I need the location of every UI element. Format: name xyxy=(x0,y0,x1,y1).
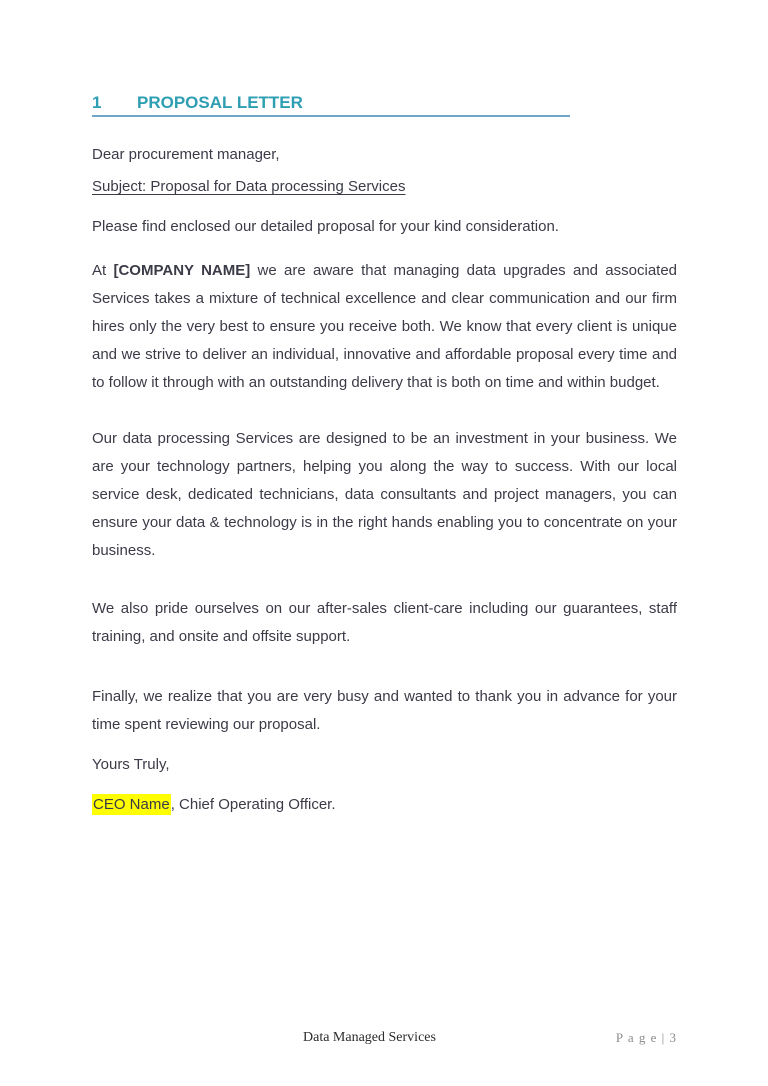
paragraph-company xyxy=(92,257,677,397)
section-title: PROPOSAL LETTER xyxy=(137,93,303,112)
paragraph-after-sales: We also pride ourselves on our after-sales client-care including our guarantees, staff training, and onsite and offsite support. xyxy=(92,600,677,645)
paragraph-company-prefix: At xyxy=(92,262,114,279)
subject-line: Subject: Proposal for Data processing Services xyxy=(92,178,406,195)
footer-document-title: Data Managed Services xyxy=(303,1030,436,1045)
footer-page-number: P a g e | 3 xyxy=(615,1030,677,1045)
signature-title: , Chief Operating Officer. xyxy=(170,796,336,813)
section-number: 1 xyxy=(92,93,102,112)
section-heading xyxy=(92,93,570,117)
letter-body xyxy=(92,93,677,819)
salutation-line: Dear procurement manager, xyxy=(92,146,280,163)
company-name-placeholder: [COMPANY NAME] xyxy=(113,262,251,279)
closing-line: Yours Truly, xyxy=(92,756,170,773)
paragraph-thanks: Finally, we realize that you are very busy and wanted to thank you in advance for your time spent reviewing our proposal. xyxy=(92,688,677,733)
page-footer xyxy=(0,1030,768,1052)
ceo-name-highlight: CEO Name xyxy=(93,796,170,813)
paragraph-company-rest: we are aware that managing data upgrades and associated Services takes a mixture of technical excellence and clear communication and our firm hires only the very best to ensure you receive both. We know that every client is unique and we strive to deliver an individual, innovative and affordable proposal every time and to follow it through with an outstanding delivery that is both on time and within budget. xyxy=(92,262,678,391)
paragraph-services: Our data processing Services are designed to be an investment in your business. We are your technology partners, helping you along the way to success. With our local service desk, dedicated technicians, data consultants and project managers, you can ensure your data & technology is in the right hands enabling you to concentrate on your business. xyxy=(92,430,677,559)
signature-line xyxy=(92,791,677,819)
intro-paragraph: Please find enclosed our detailed proposal for your kind consideration. xyxy=(92,218,559,235)
